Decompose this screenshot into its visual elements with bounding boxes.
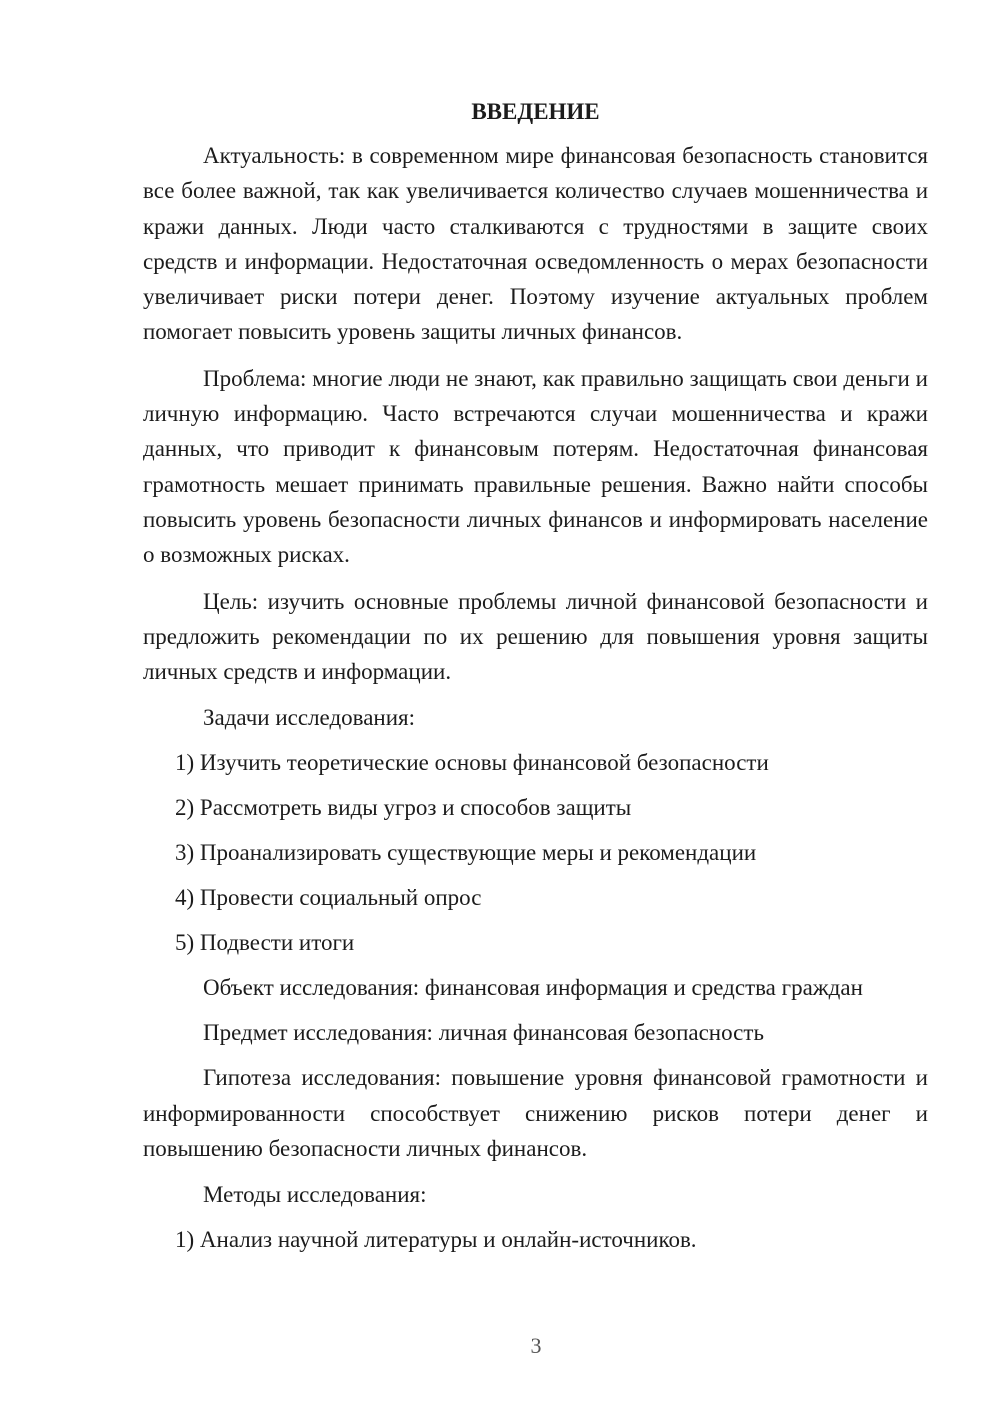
- page-content: [143, 96, 928, 1267]
- section-title: ВВЕДЕНИЕ: [471, 99, 600, 124]
- tasks-heading: Задачи исследования:: [203, 705, 416, 731]
- task-item: 1) Изучить теоретические основы финансовой безопасности: [175, 750, 769, 776]
- problem-paragraph: Проблема: многие люди не знают, как правильно защищать свои деньги и личную информацию. Часто встречаются случаи мошенничества и кражи данных, что приводит к финансовым потерям. Недостаточная финансовая грамотность мешает принимать правильные решения. Важно найти способы повысить уровень безопасности личных финансов и информировать население о возможных рисках.: [143, 365, 928, 568]
- research-subject: Предмет исследования: личная финансовая безопасность: [203, 1020, 764, 1046]
- goal-paragraph: Цель: изучить основные проблемы личной финансовой безопасности и предложить рекомендации по их решению для повышения уровня защиты личных средств и информации.: [143, 588, 928, 685]
- page-number: 3: [530, 1333, 542, 1358]
- task-item: 2) Рассмотреть виды угроз и способов защиты: [175, 795, 632, 821]
- hypothesis-paragraph: Гипотеза исследования: повышение уровня финансовой грамотности и информированности способствует снижению рисков потери денег и повышению безопасности личных финансов.: [143, 1065, 928, 1162]
- task-item: 4) Провести социальный опрос: [175, 885, 482, 911]
- methods-list: [143, 1222, 928, 1257]
- task-item: 5) Подвести итоги: [175, 930, 355, 956]
- tasks-list: [143, 745, 928, 960]
- relevance-paragraph: Актуальность: в современном мире финансовая безопасность становится все более важной, так как увеличивается количество случаев мошенничества и кражи данных. Люди часто сталкиваются с трудностями в защите своих средств и информации. Недостаточная осведомленность о мерах безопасности увеличивает риски потери денег. Поэтому изучение актуальных проблем помогает повысить уровень защиты личных финансов.: [143, 143, 928, 345]
- method-item: 1) Анализ научной литературы и онлайн-источников.: [175, 1227, 697, 1253]
- research-object: Объект исследования: финансовая информация и средства граждан: [203, 975, 863, 1001]
- task-item: 3) Проанализировать существующие меры и рекомендации: [175, 840, 757, 866]
- methods-heading: Методы исследования:: [203, 1182, 427, 1208]
